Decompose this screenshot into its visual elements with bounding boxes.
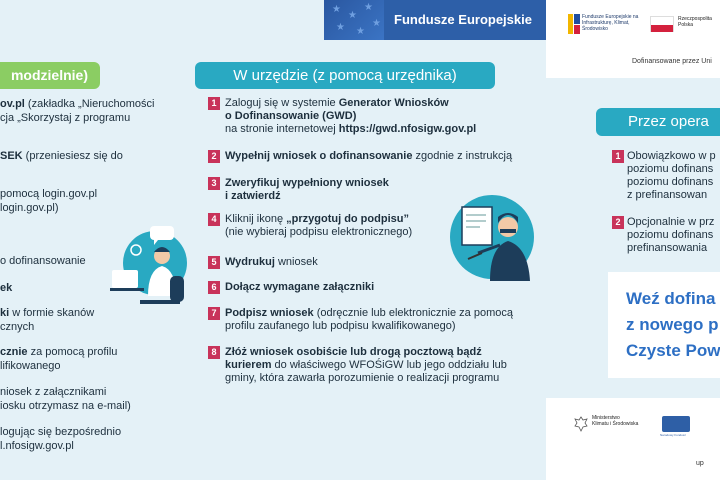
right-step-item: [612, 150, 720, 202]
left-text-line: [0, 282, 12, 295]
step-item: [208, 97, 538, 136]
rp-line1: Rzeczpospolita: [678, 16, 712, 22]
left-text-bold: SEK: [0, 150, 23, 162]
eu-funds-banner: [324, 0, 546, 40]
promo-line: Weź dofina: [626, 289, 716, 308]
left-text-bold: ki: [0, 307, 10, 319]
step-text: Wydrukuj wniosek: [225, 256, 318, 268]
left-text-bold: ek: [0, 282, 13, 294]
step-item: [208, 346, 538, 385]
step-number-badge: 8: [208, 346, 220, 359]
left-text-line: l.nfosigw.gov.pl: [0, 440, 74, 452]
ministry-line2: Klimatu i Środowiska: [592, 421, 639, 427]
fe-logo-icon: [568, 14, 580, 34]
left-text-line: iosku otrzymasz na e-mail): [0, 400, 131, 412]
left-text-line: pomocą login.gov.pl: [0, 188, 98, 200]
step-item: [208, 150, 538, 163]
step-number-badge: 2: [208, 150, 220, 163]
promo-box: [608, 272, 720, 378]
left-text-line: niosek z załącznikami: [0, 386, 107, 398]
bottom-right-logos: [546, 398, 720, 480]
left-text-line: cja „Skorzystaj z programu: [0, 112, 131, 124]
step-text: Złóż wniosek osobiście lub drogą pocztową bądź kurierem do właściwego WFOŚiGW lub jego oddziału lub gminy, która zawarła porozumienie o realizacji programu: [225, 346, 507, 384]
eagle-emblem-icon: [574, 416, 588, 432]
step-number-badge: 6: [208, 281, 220, 294]
step-number-badge: 5: [208, 256, 220, 269]
promo-line: Czyste Pow: [626, 341, 720, 360]
left-text-line: cznych: [0, 321, 35, 333]
step-item: [208, 307, 538, 333]
eu-stars-graphic: ★ ★ ★ ★ ★ ★: [324, 0, 384, 40]
left-text-line: login.gov.pl): [0, 202, 59, 214]
right-step-text: Obowiązkowo w p poziomu dofinans poziomu dofinans z prefinansowan: [627, 150, 716, 201]
nfosigw-logo-icon: [662, 416, 690, 432]
left-text-line: cznie za pomocą profilu: [0, 346, 118, 358]
step-number-badge: 2: [612, 216, 624, 229]
step-number-badge: 7: [208, 307, 220, 320]
eu-funds-title: Fundusze Europejskie: [394, 12, 532, 27]
ministry-line1: Ministerstwo: [592, 415, 620, 421]
middle-column-header: W urzędzie (z pomocą urzędnika): [195, 62, 495, 89]
left-text-line: o dofinansowanie: [0, 255, 86, 267]
poland-flag-icon: [650, 16, 674, 32]
rp-line2: Polska: [678, 22, 694, 28]
left-column-header: modzielnie): [0, 62, 100, 89]
funded-by-eu-text: Dofinansowane przez Uni: [632, 58, 712, 65]
left-text-line: lifikowanego: [0, 360, 61, 372]
step-number-badge: 1: [612, 150, 624, 163]
promo-line: z nowego p: [626, 315, 719, 334]
bottom-right-text: up: [696, 460, 704, 467]
rp-logo-text: [678, 16, 712, 28]
fe-logo-text: Fundusze Europejskie na Infrastrukturę, Klimat, Środowisko: [582, 14, 639, 32]
left-text-line: ov.pl (zakładka „Nieruchomości: [0, 98, 155, 110]
step-text: Podpisz wniosek (odręcznie lub elektronicznie za pomocą profilu zaufanego lub podpisu kwalifikowanego): [225, 307, 513, 332]
left-text-line: SEK (przeniesiesz się do: [0, 150, 123, 162]
right-step-item: [612, 216, 720, 255]
step-text: Wypełnij wniosek o dofinansowanie zgodnie z instrukcją: [225, 150, 513, 162]
left-text-line: ki w formie skanów: [0, 307, 95, 319]
left-text-bold: ov.pl: [0, 98, 25, 110]
top-right-logos: [546, 0, 720, 78]
right-column-header: Przez opera: [596, 108, 720, 136]
left-text-bold: cznie: [0, 346, 28, 358]
left-text-line: logując się bezpośrednio: [0, 426, 122, 438]
step-item: [208, 281, 538, 294]
right-step-text: Opcjonalnie w prz poziomu dofinans prefinansowania: [627, 216, 715, 254]
ministry-logo-text: [592, 415, 638, 427]
step-text: Zweryfikuj wypełniony wniosek i zatwierdź: [225, 177, 389, 202]
step-number-badge: 4: [208, 213, 220, 226]
step-text: Kliknij ikonę „przygotuj do podpisu” (nie wybieraj podpisu elektronicznego): [225, 213, 413, 238]
step-text: Zaloguj się w systemie Generator Wniosków o Dofinansowanie (GWD) na stronie internetowej https://gwd.nfosigw.gov.pl: [225, 97, 477, 135]
step-number-badge: 3: [208, 177, 220, 190]
step-text: Dołącz wymagane załączniki: [225, 281, 375, 293]
nfosigw-logo-text: Narodowy Fundusz: [660, 433, 686, 437]
step-number-badge: 1: [208, 97, 220, 110]
person-signing-illustration: [448, 193, 536, 281]
person-at-laptop-illustration: [110, 218, 200, 308]
